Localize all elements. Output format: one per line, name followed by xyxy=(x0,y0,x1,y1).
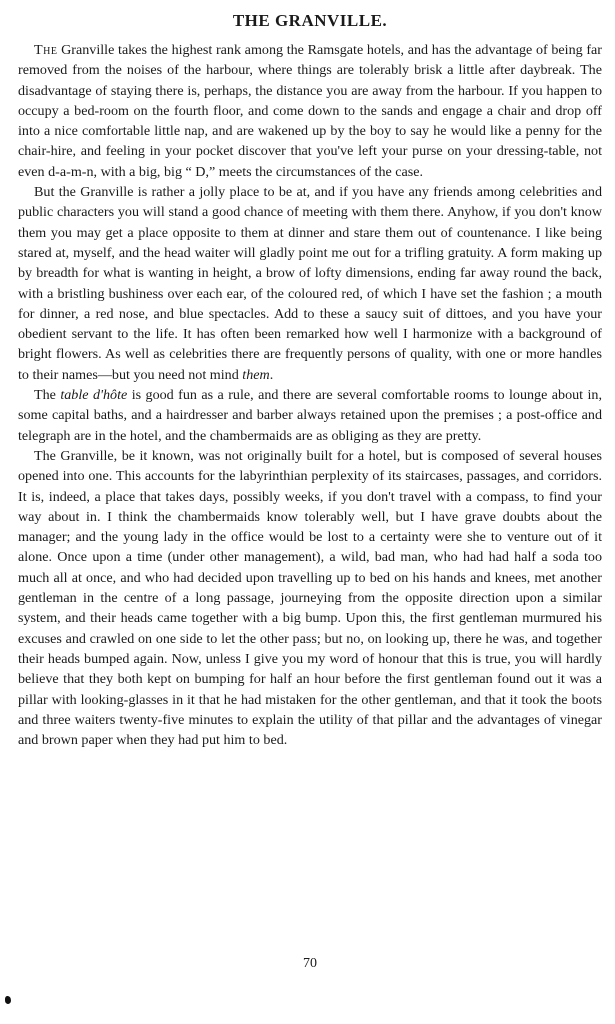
paragraph-2-text: But the Granville is rather a jolly place to be at, and if you have any friends among celebrities and public characters you will stand a good chance of meeting with them there. Anyhow, if you don't know them you may get a place opposite to them at dinner and stare them out of countenance. I like being stared at, myself, and the head waiter will gladly point me out for a trifling gratuity. A form making up by breadth for what is wanting in height, a brow of lofty dimensions, ending far away round the back, with a bristling bushiness over each ear, of the coloured red, of which I have set the fashion ; a mouth for dinner, a red nose, and blue spectacles. Add to these a saucy suit of dittoes, and you have your obedient servant to the life. It has often been remarked how well I harmonize with a background of bright flowers. As well as celebrities there are frequently persons of quality, with one or more handles to their names—but you need not mind xyxy=(18,184,602,383)
page-title: THE GRANVILLE. xyxy=(232,11,388,30)
paragraph-4-text: The Granville, be it known, was not originally built for a hotel, but is composed of several houses opened into one. This accounts for the labyrinthian perplexity of its staircases, passages, and corridors. It is, indeed, a place that takes days, possibly weeks, if you don't travel with a compass, to find your way about in. I think the chambermaids know tolerably well, but I have grave doubts about the manager; and the young lady in the office would be lost to a certainty were she to venture out of it alone. Once upon a time (under other management), a wild, bad man, who had had half a soda too much all at once, and who had decided upon travelling up to bed on his hands and knees, met another gentleman in the centre of a long passage, journeying from the opposite direction upon a similar system, and their heads came together with a big bump. Upon this, the first gentleman murmured his excuses and crawled on one side to let the other pass; but no, on looking up, there he was, and together their heads bumped again. Now, unless I give you my word of honour that this is true, you will hardly believe that they both kept on bumping for half an hour before the first gentleman found out it was a pillar with looking-glasses in it that he had mistaken for the other gentleman, and that it took the boots and three waiters twenty-five minutes to explain the utility of that pillar and the advantages of vinegar and brown paper when they had put him to bed. xyxy=(18,447,602,749)
paragraph-3 xyxy=(18,385,602,446)
book-page xyxy=(18,0,602,1024)
paragraph-2-italic: them xyxy=(242,366,270,383)
paragraph-4 xyxy=(18,446,602,750)
ink-mark xyxy=(5,996,11,1004)
paragraph-2-tail: . xyxy=(269,366,274,383)
paragraph-lead-word: The xyxy=(34,42,58,58)
paragraph-3-italic: table d'hôte xyxy=(60,387,128,404)
paragraph-2 xyxy=(18,182,602,385)
paragraph-3-head: The xyxy=(34,387,61,404)
paragraph-3-text: is good fun as a rule, and there are several comfortable rooms to lounge about in, some capital baths, and a hairdresser and barber always retained upon the premises ; a post-office and telegraph are in the hotel, and the chambermaids are as obliging as they are pretty. xyxy=(18,387,603,444)
paragraph-1 xyxy=(18,40,602,182)
page-number: 70 xyxy=(303,956,317,971)
paragraph-1-text: Granville takes the highest rank among the Ramsgate hotels, and has the advantage of being far removed from the noises of the harbour, where things are tolerably brisk a little after daybreak. The disadvantage of staying there is, perhaps, the distance you are away from the harbour. If you happen to occupy a bed-room on the fourth floor, and come down to the sands and engage a chair and drop off into a nice comfortable little nap, and are wakened up by the boy to say he would like a penny for the chair-hire, and feeling in your pocket discover that you've left your purse on your dressing-table, not even d-a-m-n, with a big, big “ D,” meets the circumstances of the case. xyxy=(18,42,602,180)
